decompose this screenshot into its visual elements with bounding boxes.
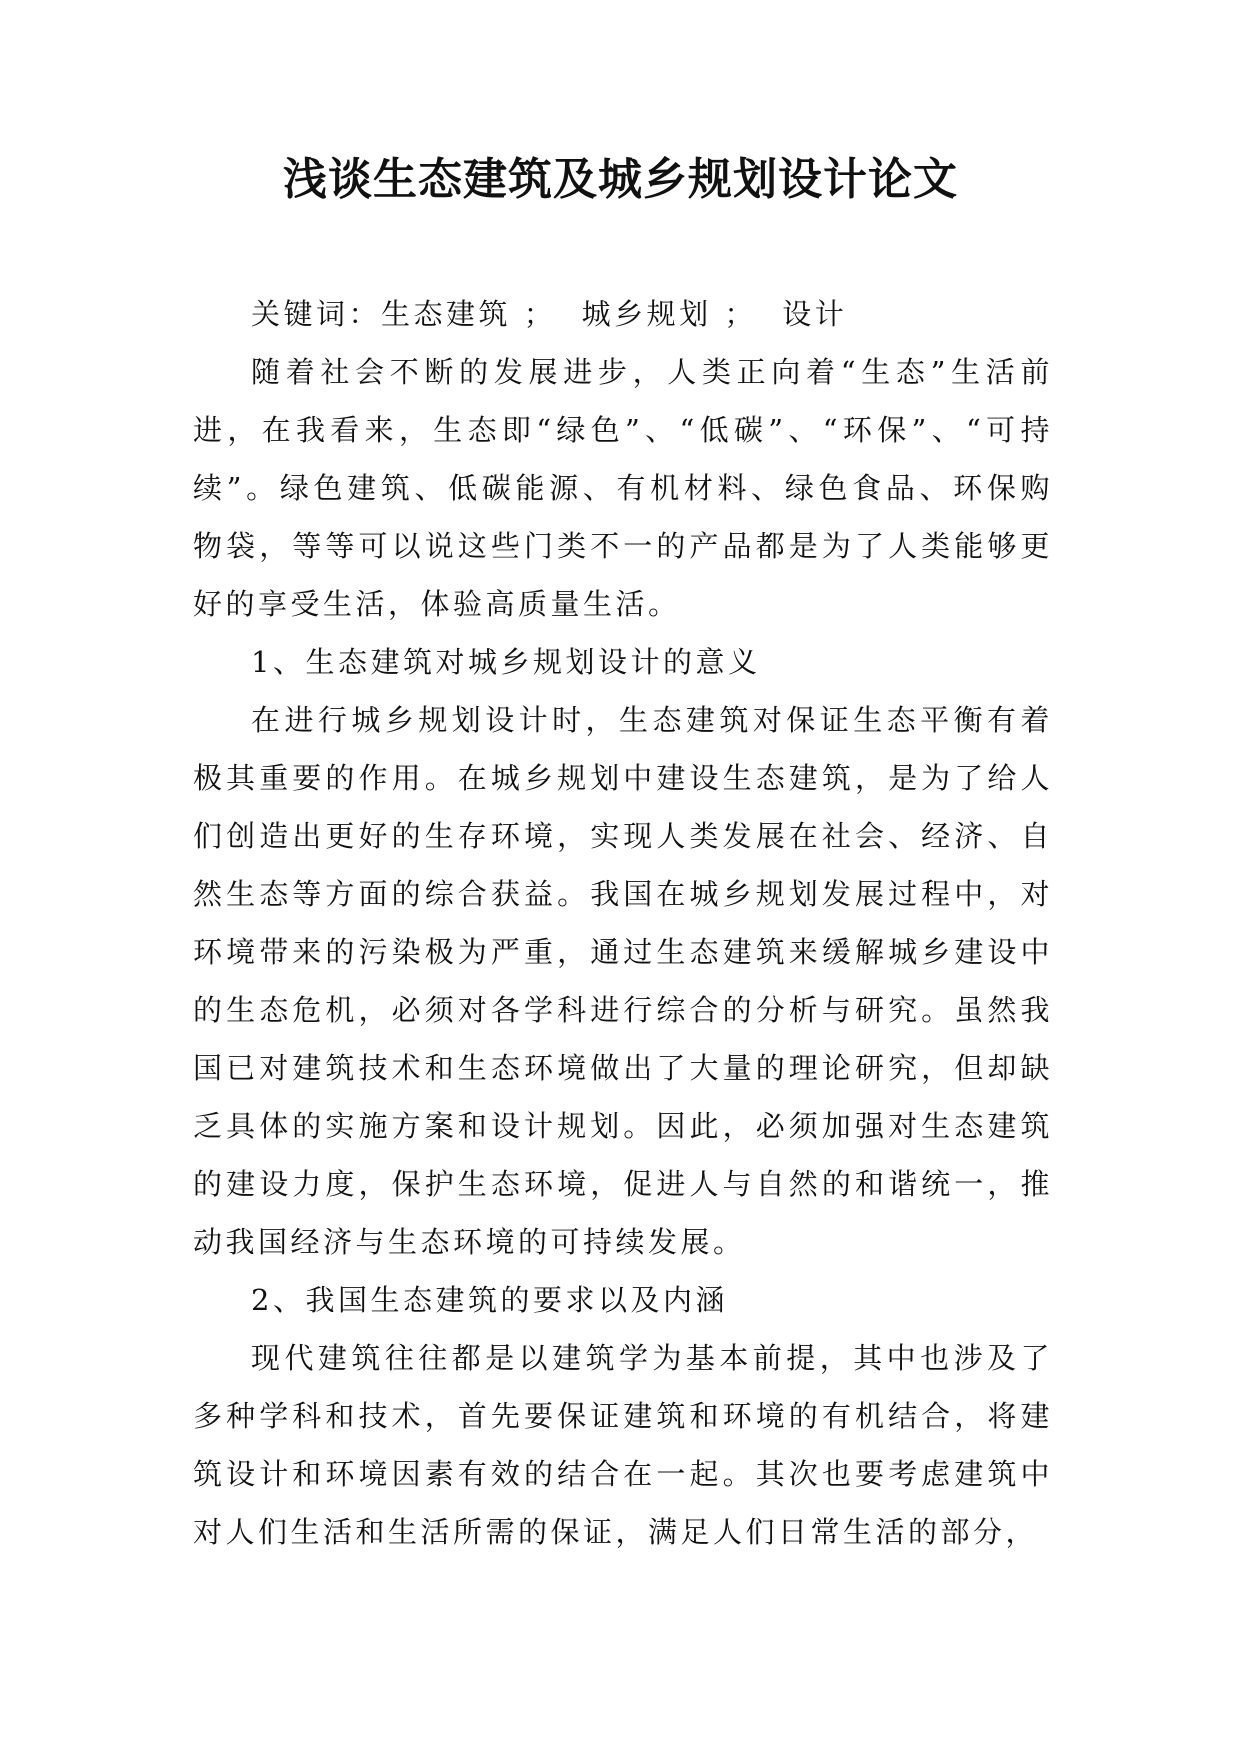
document-title: 浅谈生态建筑及城乡规划设计论文 (283, 154, 958, 205)
keywords-line: 关键词：生态建筑 ； 城乡规划 ； 设计 (251, 297, 848, 331)
document-body (193, 285, 1053, 1561)
section-heading-1: 1、生态建筑对城乡规划设计的意义 (251, 645, 761, 679)
paragraph-intro: 随着社会不断的发展进步，人类正向着“生态”生活前进，在我看来，生态即“绿色”、“低碳”、“环保”、“可持续”。绿色建筑、低碳能源、有机材料、绿色食品、环保购物袋，等等可以说这些门类不一的产品都是为了人类能够更好的享受生活，体验高质量生活。 (193, 355, 1053, 621)
paragraph-section-2: 现代建筑往往都是以建筑学为基本前提，其中也涉及了多种学科和技术，首先要保证建筑和环境的有机结合，将建筑设计和环境因素有效的结合在一起。其次也要考虑建筑中对人们生活和生活所需的保证，满足人们日常生活的部分， (193, 1341, 1053, 1549)
paragraph-section-1: 在进行城乡规划设计时，生态建筑对保证生态平衡有着极其重要的作用。在城乡规划中建设生态建筑，是为了给人们创造出更好的生存环境，实现人类发展在社会、经济、自然生态等方面的综合获益。我国在城乡规划发展过程中，对环境带来的污染极为严重，通过生态建筑来缓解城乡建设中的生态危机，必须对各学科进行综合的分析与研究。虽然我国已对建筑技术和生态环境做出了大量的理论研究，但却缺乏具体的实施方案和设计规划。因此，必须加强对生态建筑的建设力度，保护生态环境，促进人与自然的和谐统一，推动我国经济与生态环境的可持续发展。 (193, 703, 1053, 1259)
section-heading-2: 2、我国生态建筑的要求以及内涵 (251, 1283, 728, 1317)
